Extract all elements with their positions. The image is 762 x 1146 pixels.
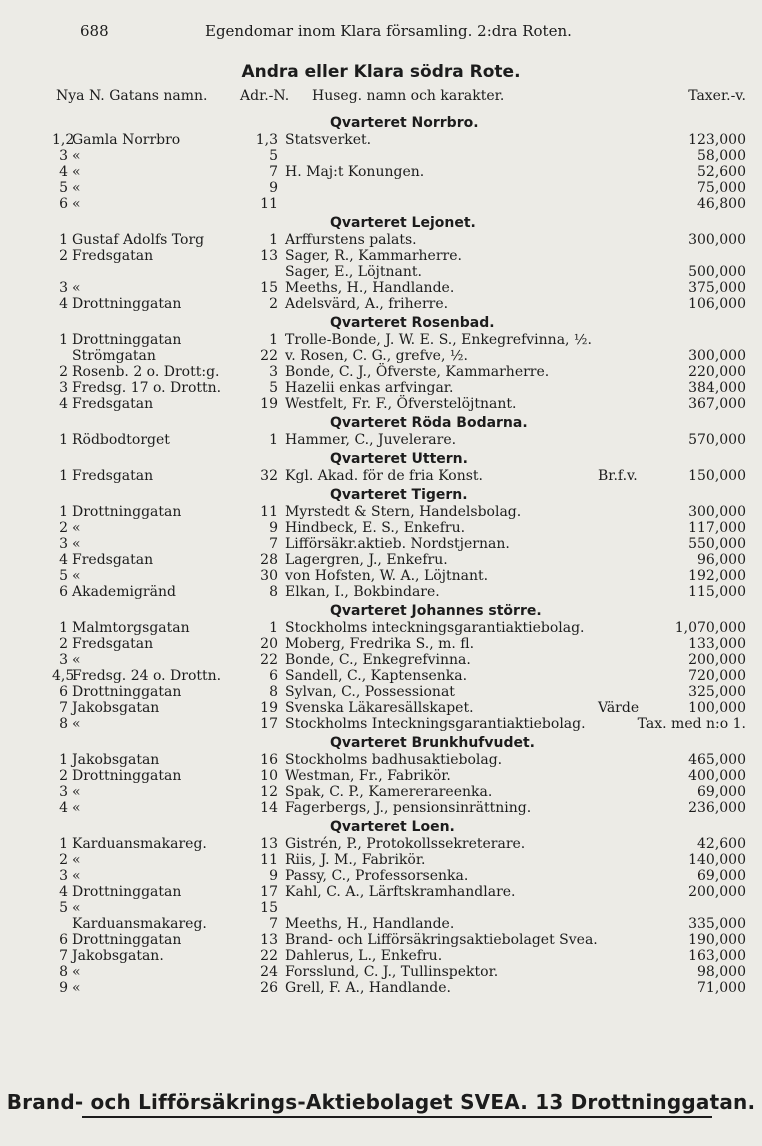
property-row [0,296,762,312]
tax-value: 106,000 [688,296,746,312]
house-number: 2 [59,248,68,264]
quarter-heading: Qvarteret Lejonet. [330,215,476,231]
house-number: 4,5 [52,668,75,684]
tax-value: 200,000 [688,652,746,668]
owner-name: H. Maj:t Konungen. [285,164,425,180]
property-row [0,916,762,932]
street-name: « [72,868,81,884]
street-name: « [72,652,81,668]
property-row [0,248,762,264]
property-row [0,700,762,716]
house-number: 4 [59,552,68,568]
property-row [0,396,762,412]
street-name: Fredsgatan [72,248,154,264]
house-number: 4 [59,296,68,312]
address-number: 5 [269,380,278,396]
tax-value: 192,000 [688,568,746,584]
property-row [0,964,762,980]
street-name: « [72,520,81,536]
owner-name: Sager, R., Kammarherre. [285,248,462,264]
owner-name: Fagerbergs, J., pensionsinrättning. [285,800,532,816]
footer-advertisement: Brand- och Lifförsäkrings-Aktiebolaget SVEA. 13 Drottninggatan. [6,1090,756,1114]
house-number: 6 [59,196,68,212]
quarter-heading: Qvarteret Röda Bodarna. [330,415,528,431]
property-row [0,716,762,732]
property-row [0,752,762,768]
property-row [0,620,762,636]
tax-value: 300,000 [688,348,746,364]
quarter-heading-row [0,450,762,468]
address-number: 5 [269,148,278,164]
address-number: 13 [260,932,278,948]
property-row [0,884,762,900]
house-number: 1 [59,332,68,348]
street-name: Rödbodtorget [72,432,170,448]
property-row [0,584,762,600]
column-header-street: Nya N. Gatans namn. [56,88,208,104]
tax-value: 52,600 [697,164,746,180]
quarter-heading-row [0,114,762,132]
house-number: 3 [59,868,68,884]
house-number: 6 [59,684,68,700]
tax-value: 325,000 [688,684,746,700]
street-name: « [72,852,81,868]
property-row [0,868,762,884]
street-name: Drottninggatan [72,768,182,784]
address-number: 8 [269,584,278,600]
column-header-adr: Adr.-N. [240,88,290,104]
street-name: Drottninggatan [72,296,182,312]
property-row [0,432,762,448]
street-name: Fredsgatan [72,468,154,484]
street-name: Drottninggatan [72,884,182,900]
street-name: Fredsgatan [72,636,154,652]
address-number: 9 [269,180,278,196]
house-number: 1 [59,752,68,768]
street-name: Rosenb. 2 o. Drott:g. [72,364,220,380]
street-name: Drottninggatan [72,932,182,948]
tax-value: 375,000 [688,280,746,296]
property-row [0,652,762,668]
property-row [0,264,762,280]
tax-value: 384,000 [688,380,746,396]
tax-value: 550,000 [688,536,746,552]
owner-name: Hammer, C., Juvelerare. [285,432,457,448]
column-header-owner: Huseg. namn och karakter. [312,88,505,104]
house-number: 2 [59,364,68,380]
tax-value: 220,000 [688,364,746,380]
house-number: 4 [59,396,68,412]
property-row [0,668,762,684]
property-row [0,636,762,652]
address-number: 8 [269,684,278,700]
address-number: 22 [260,348,278,364]
house-number: 3 [59,148,68,164]
property-row [0,148,762,164]
owner-name: Dahlerus, L., Enkefru. [285,948,443,964]
house-number: 1 [59,836,68,852]
quarter-heading-row [0,734,762,752]
quarter-heading: Qvarteret Norrbro. [330,115,479,131]
house-number: 3 [59,652,68,668]
address-number: 7 [269,536,278,552]
footer-underline [82,1116,712,1118]
quarter-heading-row [0,818,762,836]
street-name: Strömgatan [72,348,156,364]
tax-value: Tax. med n:o 1. [637,716,746,732]
owner-name: Myrstedt & Stern, Handelsbolag. [285,504,522,520]
owner-name: Trolle-Bonde, J. W. E. S., Enkegrefvinna, ½. [285,332,592,348]
property-row [0,836,762,852]
property-row [0,180,762,196]
owner-name: Stockholms inteckningsgarantiaktiebolag. [285,620,585,636]
tax-value: 46,800 [697,196,746,212]
owner-name: Westfelt, Fr. F., Öfverstelöjtnant. [285,396,517,412]
property-row [0,196,762,212]
address-number: 20 [260,636,278,652]
street-name: Jakobsgatan [72,700,160,716]
owner-name: Brand- och Lifförsäkringsaktiebolaget Svea. [285,932,598,948]
quarter-heading-row [0,314,762,332]
owner-name: Bonde, C. J., Öfverste, Kammarherre. [285,364,550,380]
house-number: 4 [59,884,68,900]
property-row [0,536,762,552]
tax-value: 100,000 [688,700,746,716]
property-row [0,504,762,520]
quarter-heading-row [0,414,762,432]
tax-value: 133,000 [688,636,746,652]
address-number: 32 [260,468,278,484]
tax-value: 150,000 [688,468,746,484]
street-name: « [72,196,81,212]
owner-name: Meeths, H., Handlande. [285,916,455,932]
house-number: 3 [59,380,68,396]
address-number: 15 [260,280,278,296]
tax-value: 123,000 [688,132,746,148]
street-name: Karduansmakareg. [72,916,207,932]
address-number: 11 [260,504,278,520]
house-number: 6 [59,932,68,948]
house-number: 8 [59,716,68,732]
district-heading: Andra eller Klara södra Rote. [241,62,521,82]
property-row [0,900,762,916]
street-name: Drottninggatan [72,332,182,348]
street-name: Fredsg. 17 o. Drottn. [72,380,222,396]
street-name: « [72,900,81,916]
address-number: 11 [260,852,278,868]
address-number: 1 [269,232,278,248]
property-row [0,520,762,536]
owner-name: Grell, F. A., Handlande. [285,980,451,996]
street-name: « [72,568,81,584]
house-number: 7 [59,948,68,964]
street-name: Gustaf Adolfs Torg [72,232,205,248]
address-number: 1,3 [255,132,278,148]
running-title: Egendomar inom Klara församling. 2:dra Roten. [205,22,572,40]
address-number: 1 [269,620,278,636]
tax-value: 300,000 [688,504,746,520]
tax-value: 71,000 [697,980,746,996]
owner-name: Lagergren, J., Enkefru. [285,552,448,568]
owner-name: Westman, Fr., Fabrikör. [285,768,451,784]
house-number: 1 [59,468,68,484]
valuation-note: Br.f.v. [598,468,638,484]
street-name: Fredsgatan [72,396,154,412]
tax-value: 69,000 [697,868,746,884]
street-name: Jakobsgatan [72,752,160,768]
owner-name: Stockholms Inteckningsgarantiaktiebolag. [285,716,586,732]
address-number: 16 [260,752,278,768]
address-number: 19 [260,396,278,412]
house-number: 4 [59,164,68,180]
quarter-heading: Qvarteret Brunkhufvudet. [330,735,535,751]
owner-name: Stockholms badhusaktiebolag. [285,752,503,768]
house-number: 2 [59,636,68,652]
address-number: 13 [260,248,278,264]
street-name: « [72,148,81,164]
owner-name: v. Rosen, C. G., grefve, ½. [285,348,468,364]
tax-value: 96,000 [697,552,746,568]
house-number: 4 [59,800,68,816]
owner-name: Adelsvärd, A., friherre. [285,296,449,312]
property-row [0,980,762,996]
tax-value: 140,000 [688,852,746,868]
property-row [0,948,762,964]
tax-value: 69,000 [697,784,746,800]
house-number: 5 [59,900,68,916]
tax-value: 75,000 [697,180,746,196]
address-number: 28 [260,552,278,568]
quarter-heading-row [0,214,762,232]
owner-name: Sylvan, C., Possessionat [285,684,455,700]
owner-name: Moberg, Fredrika S., m. fl. [285,636,475,652]
address-number: 10 [260,768,278,784]
owner-name: Lifförsäkr.aktieb. Nordstjernan. [285,536,510,552]
tax-value: 163,000 [688,948,746,964]
owner-name: Sager, E., Löjtnant. [285,264,422,280]
owner-name: Statsverket. [285,132,372,148]
house-number: 1,2 [52,132,75,148]
quarter-heading-row [0,602,762,620]
valuation-note: Värde [598,700,640,716]
house-number: 5 [59,568,68,584]
address-number: 17 [260,884,278,900]
tax-value: 200,000 [688,884,746,900]
owner-name: Bonde, C., Enkegrefvinna. [285,652,471,668]
street-name: « [72,980,81,996]
house-number: 1 [59,620,68,636]
tax-value: 190,000 [688,932,746,948]
owner-name: Sandell, C., Kaptensenka. [285,668,468,684]
address-number: 13 [260,836,278,852]
tax-value: 400,000 [688,768,746,784]
tax-value: 115,000 [688,584,746,600]
street-name: Drottninggatan [72,504,182,520]
street-name: « [72,180,81,196]
quarter-heading: Qvarteret Uttern. [330,451,468,467]
owner-name: Svenska Läkaresällskapet. [285,700,474,716]
address-number: 11 [260,196,278,212]
address-number: 15 [260,900,278,916]
property-row [0,568,762,584]
column-header-tax: Taxer.-v. [688,88,746,104]
owner-name: Hazelii enkas arfvingar. [285,380,454,396]
tax-value: 1,070,000 [674,620,746,636]
house-number: 1 [59,504,68,520]
owner-name: Meeths, H., Handlande. [285,280,455,296]
property-row [0,852,762,868]
house-number: 9 [59,980,68,996]
tax-value: 465,000 [688,752,746,768]
tax-value: 367,000 [688,396,746,412]
street-name: Karduansmakareg. [72,836,207,852]
street-name: « [72,800,81,816]
property-row [0,784,762,800]
address-number: 22 [260,652,278,668]
address-number: 1 [269,332,278,348]
address-number: 24 [260,964,278,980]
owner-name: Kgl. Akad. för de fria Konst. [285,468,483,484]
house-number: 7 [59,700,68,716]
address-number: 3 [269,364,278,380]
quarter-heading: Qvarteret Tigern. [330,487,468,503]
property-row [0,684,762,700]
property-row [0,280,762,296]
property-row [0,164,762,180]
address-number: 9 [269,520,278,536]
property-row [0,552,762,568]
address-number: 12 [260,784,278,800]
tax-value: 335,000 [688,916,746,932]
address-number: 26 [260,980,278,996]
street-name: Jakobsgatan. [72,948,164,964]
owner-name: Elkan, I., Bokbindare. [285,584,440,600]
owner-name: Arffurstens palats. [285,232,417,248]
street-name: Fredsg. 24 o. Drottn. [72,668,222,684]
street-name: « [72,716,81,732]
tax-value: 300,000 [688,232,746,248]
street-name: « [72,164,81,180]
property-row [0,932,762,948]
address-number: 2 [269,296,278,312]
owner-name: Kahl, C. A., Lärftskramhandlare. [285,884,516,900]
house-number: 3 [59,536,68,552]
property-row [0,380,762,396]
address-number: 19 [260,700,278,716]
address-number: 7 [269,164,278,180]
quarter-heading: Qvarteret Rosenbad. [330,315,495,331]
street-name: Malmtorgsgatan [72,620,190,636]
tax-value: 98,000 [697,964,746,980]
property-table [0,112,762,996]
quarter-heading: Qvarteret Johannes större. [330,603,542,619]
address-number: 22 [260,948,278,964]
page-number: 688 [80,22,109,40]
street-name: « [72,964,81,980]
owner-name: Forsslund, C. J., Tullinspektor. [285,964,499,980]
address-number: 7 [269,916,278,932]
tax-value: 236,000 [688,800,746,816]
house-number: 2 [59,768,68,784]
street-name: Drottninggatan [72,684,182,700]
owner-name: Spak, C. P., Kamererareenka. [285,784,493,800]
house-number: 6 [59,584,68,600]
property-row [0,364,762,380]
address-number: 9 [269,868,278,884]
house-number: 3 [59,784,68,800]
street-name: « [72,280,81,296]
tax-value: 42,600 [697,836,746,852]
owner-name: Hindbeck, E. S., Enkefru. [285,520,466,536]
house-number: 5 [59,180,68,196]
property-row [0,232,762,248]
address-number: 17 [260,716,278,732]
street-name: « [72,536,81,552]
tax-value: 58,000 [697,148,746,164]
house-number: 3 [59,280,68,296]
property-row [0,800,762,816]
address-number: 6 [269,668,278,684]
property-row [0,348,762,364]
house-number: 2 [59,520,68,536]
property-row [0,132,762,148]
owner-name: Passy, C., Professorsenka. [285,868,469,884]
quarter-heading: Qvarteret Loen. [330,819,455,835]
street-name: Akademigränd [72,584,176,600]
owner-name: Gistrén, P., Protokollssekreterare. [285,836,526,852]
address-number: 30 [260,568,278,584]
street-name: Fredsgatan [72,552,154,568]
quarter-heading-row [0,486,762,504]
property-row [0,768,762,784]
property-row [0,332,762,348]
tax-value: 720,000 [688,668,746,684]
street-name: Gamla Norrbro [72,132,181,148]
house-number: 8 [59,964,68,980]
address-number: 14 [260,800,278,816]
tax-value: 117,000 [688,520,746,536]
house-number: 2 [59,852,68,868]
owner-name: Riis, J. M., Fabrikör. [285,852,426,868]
address-number: 1 [269,432,278,448]
house-number: 1 [59,432,68,448]
owner-name: von Hofsten, W. A., Löjtnant. [285,568,489,584]
property-row [0,468,762,484]
tax-value: 570,000 [688,432,746,448]
street-name: « [72,784,81,800]
house-number: 1 [59,232,68,248]
tax-value: 500,000 [688,264,746,280]
